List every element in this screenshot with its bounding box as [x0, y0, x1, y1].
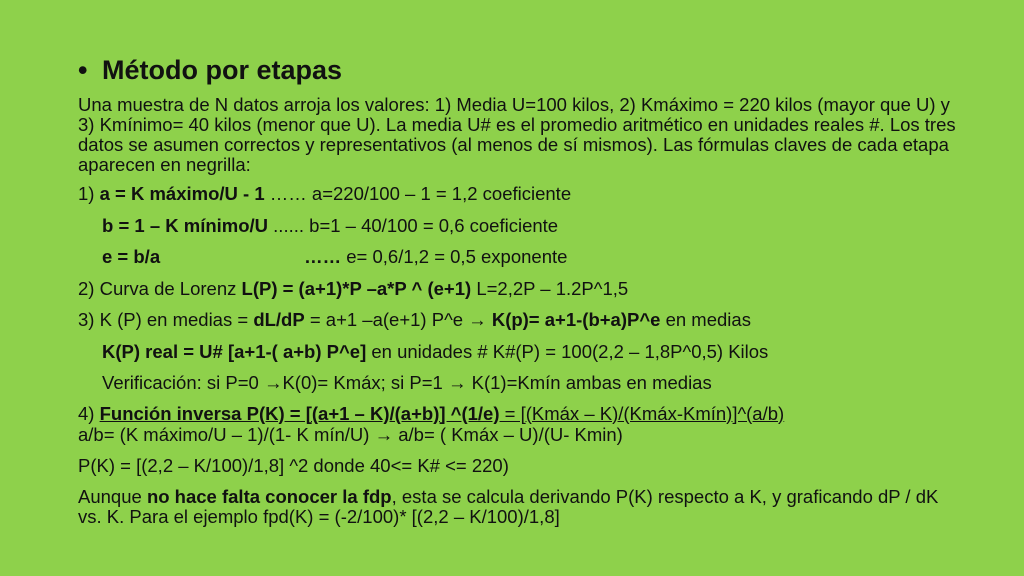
step3-kp-formula: K(p)= a+1-(b+a)P^e: [491, 309, 661, 330]
step3-mid: = a+1 –a(e+1) P^e →: [304, 309, 492, 330]
bullet-icon: •: [78, 55, 88, 85]
step1-b-line: [78, 215, 958, 247]
closing-post: , esta se calcula derivando P(K) respecto a K, y graficando dP / dK vs. K. Para el ejemplo fpd(K) = (-2/100)* [(2,2 – K/100)/1,8]: [78, 485, 939, 527]
step4-line: [78, 404, 958, 424]
step3-line: [78, 309, 958, 341]
step1-e-dots: ……: [304, 246, 342, 267]
step3-prefix: 3) K (P) en medias =: [78, 309, 254, 330]
step4-pk-line: P(K) = [(2,2 – K/100)/1,8] ^2 donde 40<= K# <= 220): [78, 455, 509, 476]
closing-bold: no hace falta conocer la fdp: [146, 485, 392, 507]
step3-suffix: en medias: [660, 309, 751, 330]
step1-number: 1): [78, 183, 95, 204]
title-text: Método por etapas: [102, 55, 343, 85]
step3-real-formula: K(P) real = U# [a+1-( a+b) P^e]: [102, 340, 367, 362]
step3-real-suffix: en unidades # K#(P) = 100(2,2 – 1,8P^0,5) Kilos: [366, 340, 769, 362]
step3-dldp: dL/dP: [253, 309, 305, 330]
step1-a-line: [78, 183, 958, 215]
slide-content: [78, 95, 958, 535]
step4-ab-line: a/b= (K máximo/U – 1)/(1- K mín/U) → a/b= ( Kmáx – U)/(U- Kmin): [78, 423, 623, 445]
step1-e-calc: e= 0,6/1,2 = 0,5 exponente: [341, 246, 568, 267]
intro-paragraph: Una muestra de N datos arroja los valores: 1) Media U=100 kilos, 2) Kmáximo = 220 kilos (mayor que U) y 3) Kmínimo= 40 kilos (menor que U). La media U# es el promedio aritmético en unidades reales #. Los tres datos se asumen correctos y representativos (al menos de sí mismos). Las fórmulas claves de cada etapa aparecen en negrilla:: [78, 94, 956, 175]
step4-formula: Función inversa P(K) = [(a+1 – K)/(a+b)] ^(1/e): [99, 402, 500, 424]
step1-a-formula: a = K máximo/U - 1: [99, 183, 265, 204]
closing-paragraph: [78, 487, 958, 527]
step1-b-calc: ...... b=1 – 40/100 = 0,6 coeficiente: [268, 214, 559, 236]
step2-example: L=2,2P – 1.2P^1,5: [471, 277, 629, 299]
step4-prefix: 4): [78, 402, 100, 424]
step2-prefix: 2) Curva de Lorenz: [78, 277, 242, 299]
slide-title: [78, 55, 342, 86]
step1-e-formula: e = b/a: [102, 246, 161, 267]
step2-formula: L(P) = (a+1)*P –a*P ^ (e+1): [241, 277, 472, 299]
step4-rest: = [(Kmáx – K)/(Kmáx-Kmín)]^(a/b): [499, 402, 785, 424]
step1-a-calc: …… a=220/100 – 1 = 1,2 coeficiente: [264, 183, 572, 204]
step1-b-formula: b = 1 – K mínimo/U: [102, 214, 269, 236]
step3-real-line: [78, 341, 958, 373]
step2-line: [78, 278, 958, 310]
closing-pre: Aunque: [78, 485, 147, 507]
step1-e-line: [78, 246, 958, 278]
step3-verification-line: Verificación: si P=0 →K(0)= Kmáx; si P=1 → K(1)=Kmín ambas en medias: [102, 372, 712, 393]
